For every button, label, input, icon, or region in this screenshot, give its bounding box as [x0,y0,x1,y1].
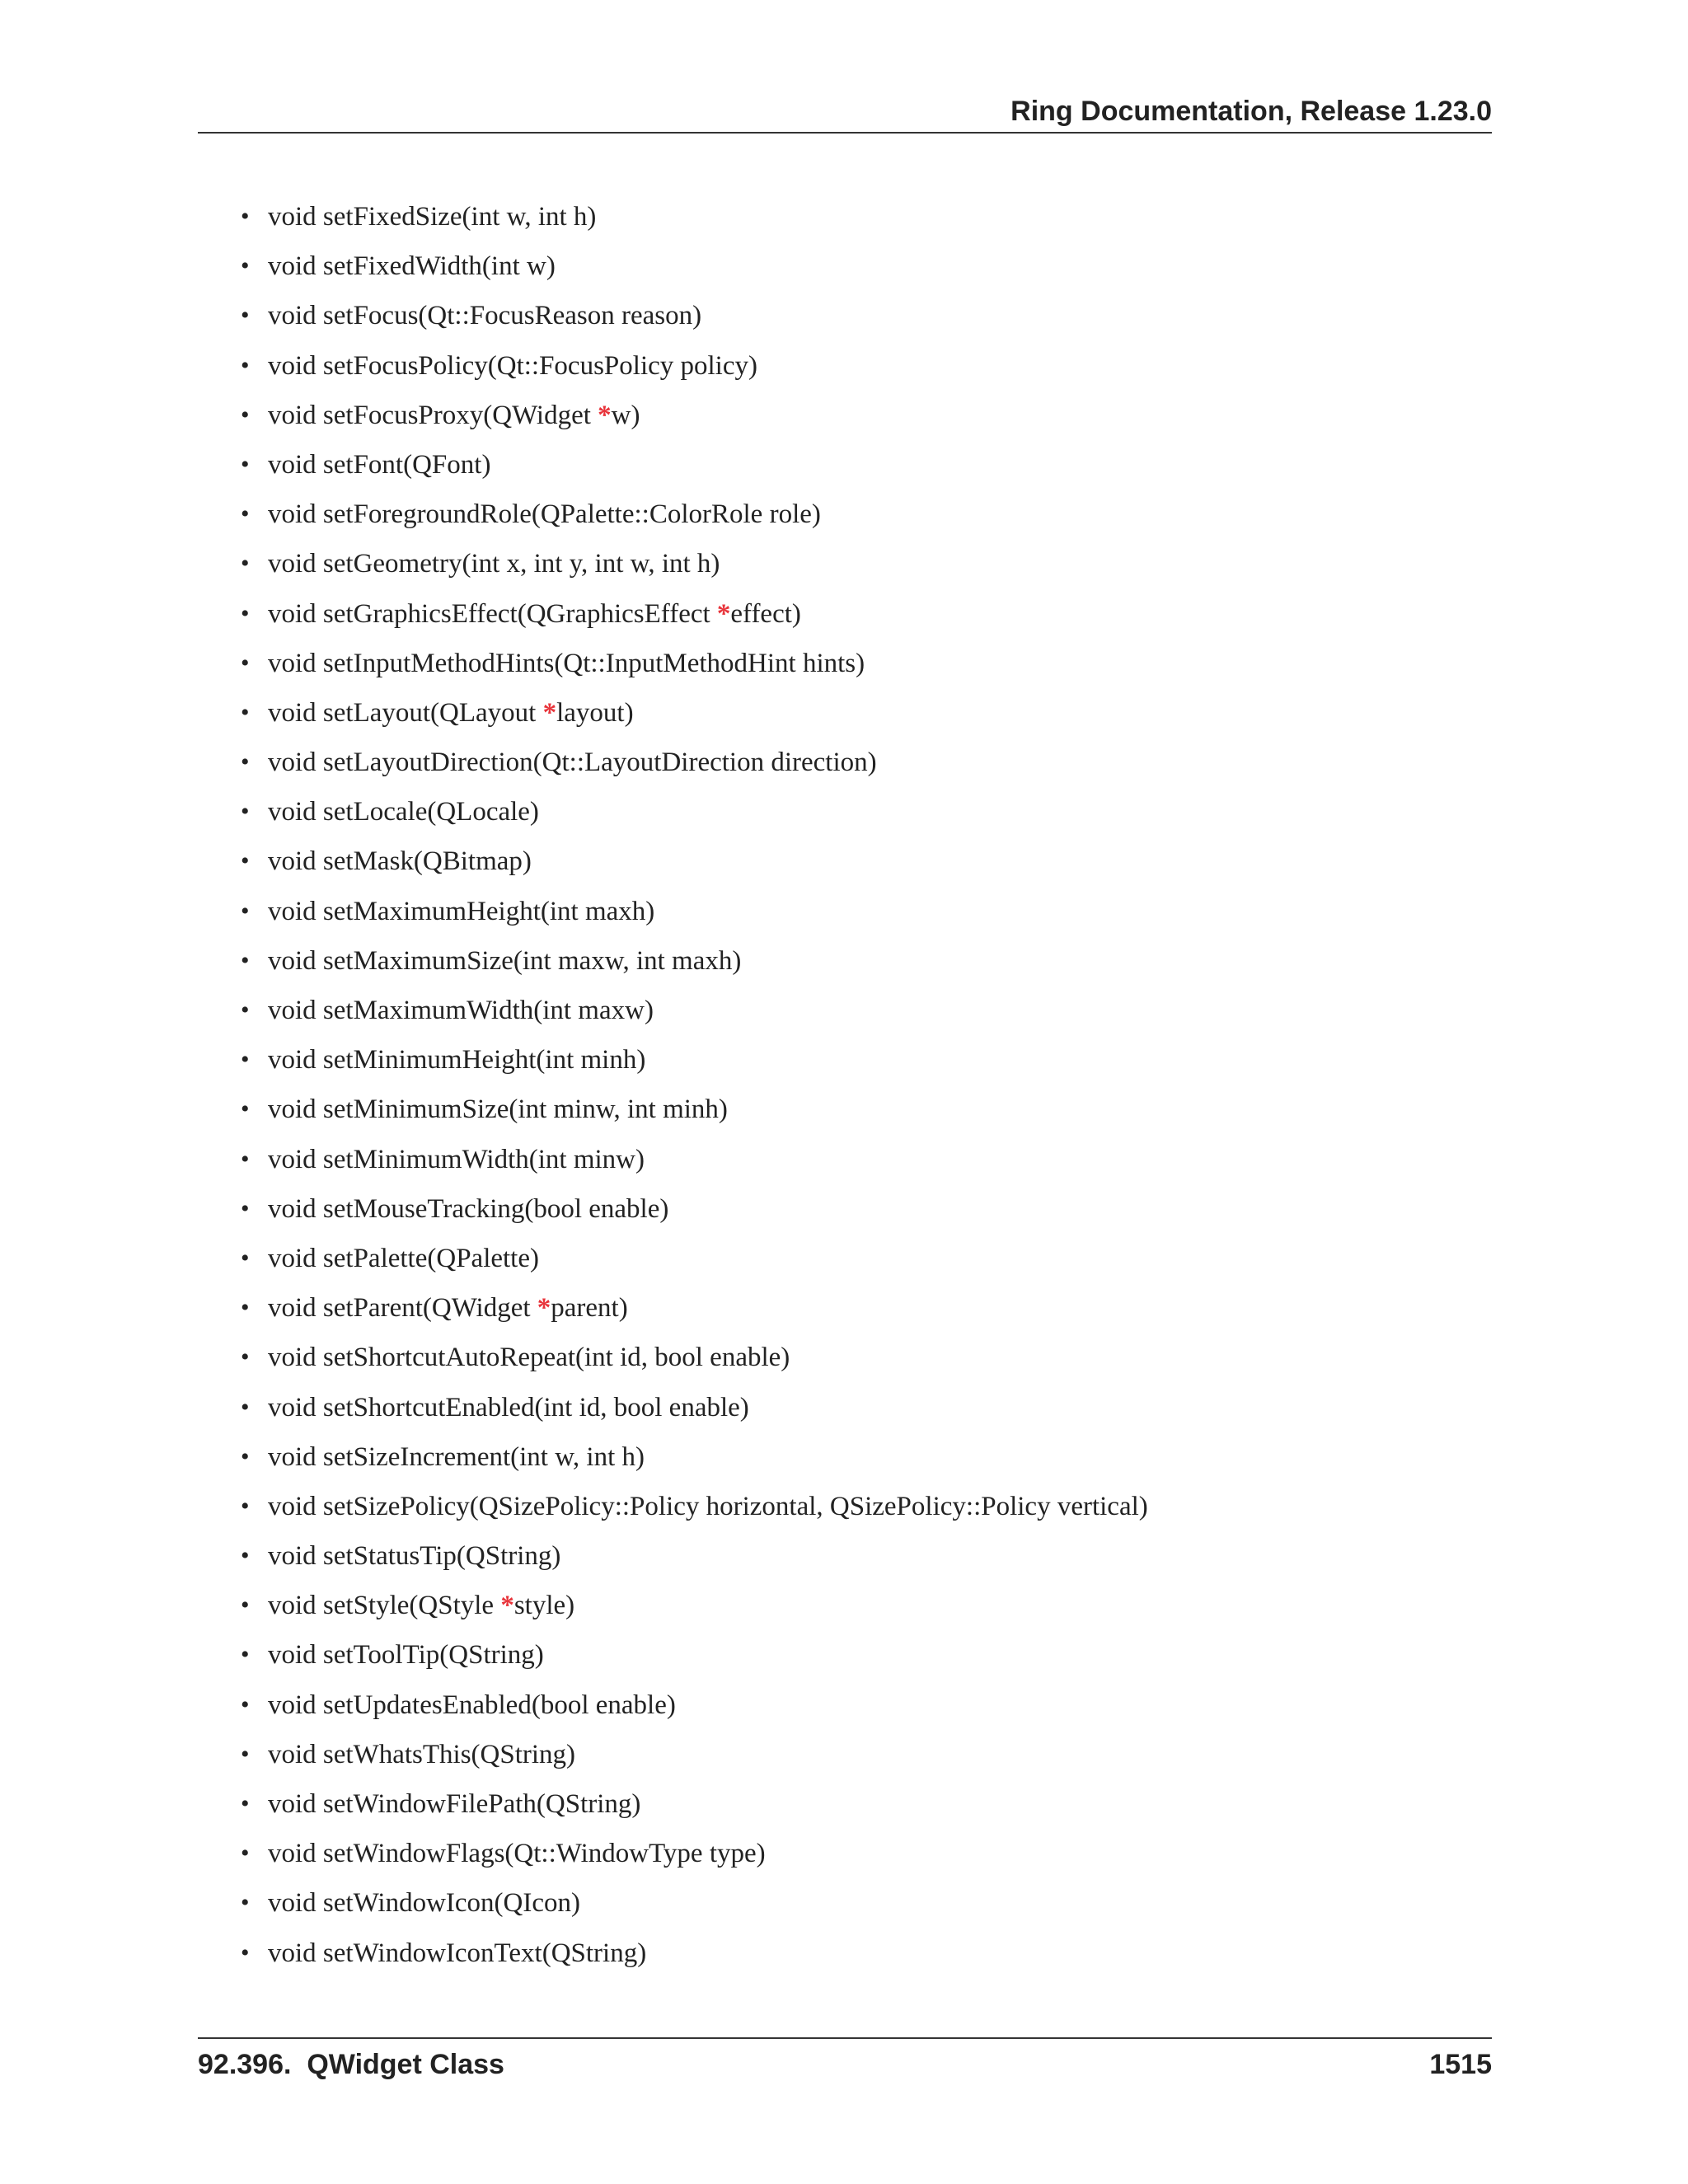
method-signature: void setLocale(QLocale) [268,797,539,827]
list-item [241,1933,1148,1982]
bullet-icon: • [241,1095,250,1123]
list-item [241,444,1148,494]
list-item [241,494,1148,543]
method-signature: void setShortcutAutoRepeat(int id, bool enable) [268,1343,790,1373]
bullet-icon: • [241,649,250,677]
method-signature: void setMaximumSize(int maxw, int maxh) [268,945,742,976]
list-item [241,1139,1148,1188]
method-signature: void setLayoutDirection(Qt::LayoutDirection direction) [268,748,877,778]
method-signature: void setMaximumHeight(int maxh) [268,896,655,926]
pointer-asterisk: * [537,1293,551,1324]
list-item [241,742,1148,791]
method-signature: void setStatusTip(QString) [268,1541,561,1572]
bullet-icon: • [241,1492,250,1520]
method-signature: void setStyle(QStyle [268,1591,501,1621]
bullet-icon: • [241,550,250,578]
list-item [241,891,1148,940]
method-signature: void setGeometry(int x, int y, int w, int h) [268,549,720,579]
bullet-icon: • [241,1343,250,1371]
method-signature: void setWindowIcon(QIcon) [268,1888,580,1919]
list-item [241,1833,1148,1882]
bullet-icon: • [241,946,250,974]
pointer-asterisk: * [716,598,731,629]
bullet-icon: • [241,1740,250,1768]
method-signature-tail: layout) [556,697,634,728]
list-item [241,1882,1148,1932]
page-header [198,91,1492,134]
bullet-icon: • [241,1194,250,1222]
list-item [241,196,1148,246]
bullet-icon: • [241,996,250,1024]
bullet-icon: • [241,1294,250,1322]
list-item [241,1238,1148,1287]
list-item [241,1685,1148,1734]
bullet-icon: • [241,1591,250,1619]
bullet-icon: • [241,401,250,429]
list-item [241,1188,1148,1238]
method-signature: void setMask(QBitmap) [268,846,532,877]
list-item [241,643,1148,692]
method-signature: void setSizeIncrement(int w, int h) [268,1441,645,1472]
method-signature: void setWindowFilePath(QString) [268,1789,641,1819]
method-signature: void setFixedSize(int w, int h) [268,202,597,232]
list-item [241,692,1148,742]
method-signature: void setWhatsThis(QString) [268,1739,576,1769]
list-item [241,1634,1148,1684]
method-signature: void setWindowFlags(Qt::WindowType type) [268,1839,766,1869]
method-list [241,196,1148,1982]
bullet-icon: • [241,1442,250,1470]
bullet-icon: • [241,1046,250,1074]
bullet-icon: • [241,351,250,379]
list-item [241,1287,1148,1337]
list-item [241,593,1148,643]
method-signature: void setFocusProxy(QWidget [268,400,598,430]
method-signature: void setUpdatesEnabled(bool enable) [268,1690,676,1720]
bullet-icon: • [241,1393,250,1421]
method-signature: void setGraphicsEffect(QGraphicsEffect [268,598,717,629]
list-item [241,1089,1148,1138]
bullet-icon: • [241,1542,250,1570]
method-signature: void setFont(QFont) [268,449,491,480]
bullet-icon: • [241,1690,250,1718]
list-item [241,1436,1148,1486]
bullet-icon: • [241,847,250,875]
list-item [241,345,1148,395]
method-signature-tail: w) [611,400,640,430]
method-signature: void setToolTip(QString) [268,1640,544,1671]
list-item [241,543,1148,593]
method-signature: void setMouseTracking(bool enable) [268,1193,669,1224]
method-signature-tail: parent) [551,1293,628,1324]
list-item [241,1387,1148,1436]
list-item [241,990,1148,1039]
bullet-icon: • [241,599,250,627]
pointer-asterisk: * [542,697,557,728]
page-footer [198,2037,1492,2088]
method-signature-tail: style) [513,1591,575,1621]
list-item [241,1783,1148,1833]
bullet-icon: • [241,1938,250,1966]
list-item [241,1535,1148,1585]
pointer-asterisk: * [598,400,612,430]
list-item [241,1486,1148,1535]
method-signature: void setSizePolicy(QSizePolicy::Policy horizontal, QSizePolicy::Policy vertical) [268,1491,1148,1521]
method-signature: void setMinimumWidth(int minw) [268,1144,645,1174]
bullet-icon: • [241,203,250,230]
list-item [241,1039,1148,1089]
document-title: Ring Documentation, Release 1.23.0 [1010,96,1492,127]
method-signature: void setLayout(QLayout [268,697,543,728]
list-item [241,1585,1148,1634]
bullet-icon: • [241,897,250,925]
method-signature: void setForegroundRole(QPalette::ColorRole role) [268,499,821,530]
list-item [241,791,1148,841]
bullet-icon: • [241,1889,250,1917]
bullet-icon: • [241,302,250,330]
page-number: 1515 [1429,2049,1492,2080]
method-signature: void setMinimumSize(int minw, int minh) [268,1094,728,1125]
section-title: 92.396. QWidget Class [198,2049,504,2080]
pointer-asterisk: * [500,1591,514,1621]
bullet-icon: • [241,798,250,826]
bullet-icon: • [241,1641,250,1669]
list-item [241,395,1148,444]
method-signature: void setMinimumHeight(int minh) [268,1045,646,1076]
method-signature: void setFocusPolicy(Qt::FocusPolicy policy) [268,350,757,381]
bullet-icon: • [241,500,250,528]
bullet-icon: • [241,1790,250,1817]
list-item [241,1734,1148,1783]
method-signature: void setFocus(Qt::FocusReason reason) [268,301,702,331]
bullet-icon: • [241,450,250,478]
method-signature: void setPalette(QPalette) [268,1243,539,1273]
list-item [241,1337,1148,1386]
list-item [241,841,1148,890]
bullet-icon: • [241,748,250,776]
bullet-icon: • [241,252,250,280]
method-signature: void setFixedWidth(int w) [268,251,556,282]
method-signature: void setParent(QWidget [268,1293,537,1324]
method-signature: void setInputMethodHints(Qt::InputMethodHint hints) [268,648,865,678]
method-signature: void setWindowIconText(QString) [268,1938,647,1968]
method-signature: void setMaximumWidth(int maxw) [268,996,654,1025]
method-signature-tail: effect) [730,598,801,629]
list-item [241,246,1148,295]
bullet-icon: • [241,1840,250,1868]
list-item [241,940,1148,990]
bullet-icon: • [241,1244,250,1272]
bullet-icon: • [241,1145,250,1173]
bullet-icon: • [241,698,250,726]
list-item [241,295,1148,344]
method-signature: void setShortcutEnabled(int id, bool enable) [268,1392,749,1422]
